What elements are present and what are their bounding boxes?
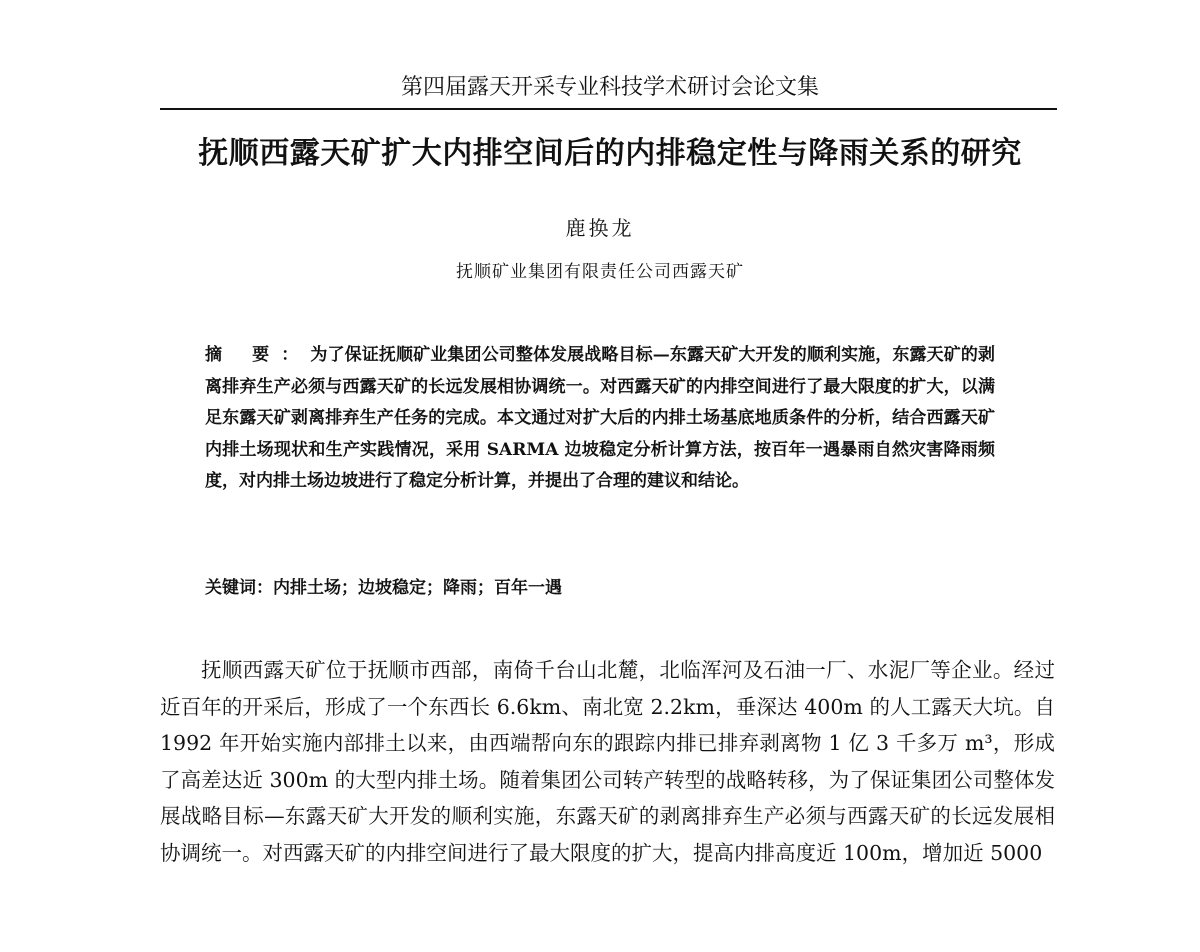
keywords	[205, 573, 995, 605]
paper-title: 抚顺西露天矿扩大内排空间后的内排稳定性与降雨关系的研究	[198, 136, 1022, 171]
body-paragraph: 抚顺西露天矿位于抚顺市西部，南倚千台山北麓，北临浑河及石油一厂、水泥厂等企业。经过近百年的开采后，形成了一个东西长 6.6km、南北宽 2.2km，垂深达 400m 的人工露天大坑。自 1992 年开始实施内部排土以来，由西端帮向东的跟踪内排已排弃剥离物 1 亿 3 千多万 m³，形成了高差达近 300m 的大型内排土场。随着集团公司转产转型的战略转移，为了保证集团公司整体发展战略目标—东露天矿大开发的顺利实施，东露天矿的剥离排弃生产必须与西露天矿的长远发展相协调统一。对西露天矿的内排空间进行了最大限度的扩大，提高内排高度近 100m，增加近 5000	[160, 658, 1055, 865]
abstract	[205, 340, 995, 498]
abstract-label: 摘 要：	[205, 345, 311, 365]
keywords-label: 关键词：	[205, 578, 273, 598]
abstract-text: 为了保证抚顺矿业集团公司整体发展战略目标—东露天矿大开发的顺利实施，东露天矿的剥离排弃生产必须与西露天矿的长远发展相协调统一。对西露天矿的内排空间进行了最大限度的扩大，以满足东露天矿剥离排弃生产任务的完成。本文通过对扩大后的内排土场基底地质条件的分析，结合西露天矿内排土场现状和生产实践情况，采用 SARMA 边坡稳定分析计算方法，按百年一遇暴雨自然灾害降雨频度，对内排土场边坡进行了稳定分析计算，并提出了合理的建议和结论。	[205, 345, 996, 491]
running-header: 第四届露天开采专业科技学术研讨会论文集	[400, 75, 819, 100]
author-affiliation: 抚顺矿业集团有限责任公司西露天矿	[456, 262, 744, 282]
author-name: 鹿换龙	[565, 216, 635, 240]
header-rule	[160, 108, 1057, 110]
keywords-text: 内排土场；边坡稳定；降雨；百年一遇	[273, 578, 562, 598]
